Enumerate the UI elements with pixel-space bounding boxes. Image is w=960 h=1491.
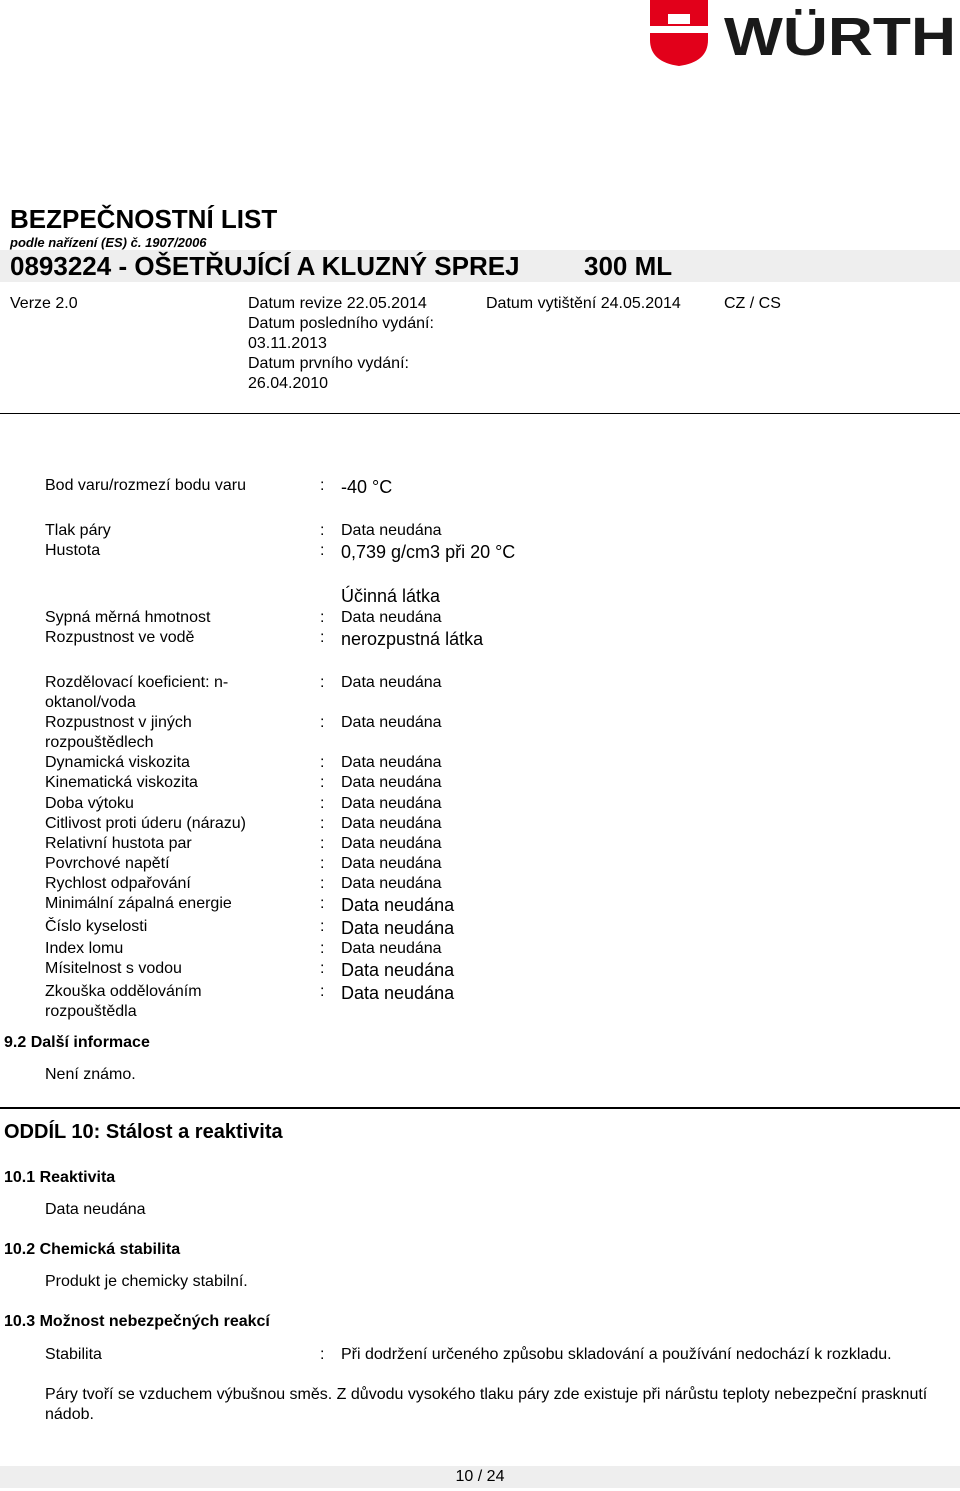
separator: : bbox=[320, 940, 325, 957]
separator: : bbox=[320, 960, 325, 977]
evaporation-rate-value: Data neudána bbox=[341, 875, 442, 892]
partition-coefficient-label: Rozdělovací koeficient: n-oktanol/voda bbox=[45, 674, 229, 711]
flow-time-value: Data neudána bbox=[341, 795, 442, 812]
solvent-solubility-label: Rozpustnost v jiných rozpouštědlech bbox=[45, 714, 192, 751]
section-9-2-text: Není známo. bbox=[45, 1066, 136, 1083]
revision-date: Datum revize 22.05.2014 bbox=[248, 295, 427, 312]
separator: : bbox=[320, 1346, 325, 1363]
last-issue-date: 03.11.2013 bbox=[248, 335, 327, 352]
water-miscibility-label: Mísitelnost s vodou bbox=[45, 960, 182, 977]
section-9-2-heading: 9.2 Další informace bbox=[4, 1034, 150, 1051]
section-10-2-text: Produkt je chemicky stabilní. bbox=[45, 1273, 248, 1290]
section-10-1-heading: 10.1 Reaktivita bbox=[4, 1169, 116, 1186]
regulation-reference: podle nařízení (ES) č. 1907/2006 bbox=[10, 235, 207, 250]
vapour-density-value: Data neudána bbox=[341, 835, 442, 852]
separator: : bbox=[320, 835, 325, 852]
ignition-energy-value: Data neudána bbox=[341, 895, 455, 915]
product-size: 300 ML bbox=[584, 251, 673, 281]
wurth-logo-text: WÜRTH bbox=[724, 7, 956, 67]
separator: : bbox=[320, 674, 325, 691]
acid-number-label: Číslo kyselosti bbox=[45, 918, 148, 935]
density-value: 0,739 g/cm3 při 20 °C bbox=[341, 542, 516, 562]
stability-value: Při dodržení určeného způsobu skladování a používání nedochází k rozkladu. bbox=[341, 1346, 892, 1363]
refractive-index-label: Index lomu bbox=[45, 940, 124, 957]
header-divider bbox=[0, 413, 960, 414]
separator: : bbox=[320, 795, 325, 812]
product-name: 0893224 - OŠETŘUJÍCÍ A KLUZNÝ SPREJ bbox=[10, 251, 520, 281]
separator: : bbox=[320, 875, 325, 892]
separator: : bbox=[320, 629, 325, 646]
separator: : bbox=[320, 754, 325, 771]
separator: : bbox=[320, 855, 325, 872]
acid-number-value: Data neudána bbox=[341, 918, 455, 938]
separator: : bbox=[320, 542, 325, 559]
surface-tension-label: Povrchové napětí bbox=[45, 855, 170, 872]
kinematic-viscosity-label: Kinematická viskozita bbox=[45, 774, 198, 791]
wurth-logo bbox=[648, 0, 960, 68]
water-solubility-label: Rozpustnost ve vodě bbox=[45, 629, 195, 646]
surface-tension-value: Data neudána bbox=[341, 855, 442, 872]
ignition-energy-label: Minimální zápalná energie bbox=[45, 895, 232, 912]
solvent-solubility-value: Data neudána bbox=[341, 714, 442, 731]
evaporation-rate-label: Rychlost odpařování bbox=[45, 875, 191, 892]
document-title: BEZPEČNOSTNÍ LIST bbox=[10, 204, 278, 234]
separator: : bbox=[320, 815, 325, 832]
last-issue-label: Datum posledního vydání: bbox=[248, 315, 434, 332]
active-substance-note: Účinná látka bbox=[341, 586, 441, 606]
section-10-heading: ODDÍL 10: Stálost a reaktivita bbox=[4, 1121, 283, 1143]
solvent-separation-value: Data neudána bbox=[341, 983, 455, 1003]
refractive-index-value: Data neudána bbox=[341, 940, 442, 957]
impact-sensitivity-value: Data neudána bbox=[341, 815, 442, 832]
separator: : bbox=[320, 983, 325, 1000]
kinematic-viscosity-value: Data neudána bbox=[341, 774, 442, 791]
separator: : bbox=[320, 609, 325, 626]
section-10-2-heading: 10.2 Chemická stabilita bbox=[4, 1241, 181, 1258]
first-issue-label: Datum prvního vydání: bbox=[248, 355, 409, 372]
vapour-density-label: Relativní hustota par bbox=[45, 835, 192, 852]
impact-sensitivity-label: Citlivost proti úderu (nárazu) bbox=[45, 815, 246, 832]
boiling-point-value: -40 °C bbox=[341, 477, 393, 497]
separator: : bbox=[320, 918, 325, 935]
flow-time-label: Doba výtoku bbox=[45, 795, 134, 812]
page-number: 10 / 24 bbox=[455, 1468, 505, 1485]
solvent-separation-label: Zkouška oddělováním rozpouštědla bbox=[45, 983, 202, 1020]
vapour-hazard-text: Páry tvoří se vzduchem výbušnou směs. Z důvodu vysokého tlaku páry zde existuje při nárůstu teploty nebezpeční prasknutí nádob. bbox=[45, 1386, 928, 1423]
first-issue-date: 26.04.2010 bbox=[248, 375, 329, 392]
vapour-pressure-label: Tlak páry bbox=[45, 522, 111, 539]
water-solubility-value: nerozpustná látka bbox=[341, 629, 484, 649]
boiling-point-label: Bod varu/rozmezí bodu varu bbox=[45, 477, 246, 494]
section-divider bbox=[0, 1107, 960, 1109]
separator: : bbox=[320, 895, 325, 912]
density-label: Hustota bbox=[45, 542, 101, 559]
separator: : bbox=[320, 774, 325, 791]
water-miscibility-value: Data neudána bbox=[341, 960, 455, 980]
section-10-3-heading: 10.3 Možnost nebezpečných reakcí bbox=[4, 1313, 270, 1330]
version: Verze 2.0 bbox=[10, 295, 78, 312]
print-date: Datum vytištění 24.05.2014 bbox=[486, 295, 681, 312]
bulk-density-value: Data neudána bbox=[341, 609, 442, 626]
separator: : bbox=[320, 477, 325, 494]
bulk-density-label: Sypná měrná hmotnost bbox=[45, 609, 211, 626]
partition-coefficient-value: Data neudána bbox=[341, 674, 442, 691]
vapour-pressure-value: Data neudána bbox=[341, 522, 442, 539]
separator: : bbox=[320, 522, 325, 539]
stability-label: Stabilita bbox=[45, 1346, 102, 1363]
country-language: CZ / CS bbox=[724, 295, 781, 312]
section-10-1-text: Data neudána bbox=[45, 1201, 146, 1218]
separator: : bbox=[320, 714, 325, 731]
dynamic-viscosity-value: Data neudána bbox=[341, 754, 442, 771]
dynamic-viscosity-label: Dynamická viskozita bbox=[45, 754, 190, 771]
